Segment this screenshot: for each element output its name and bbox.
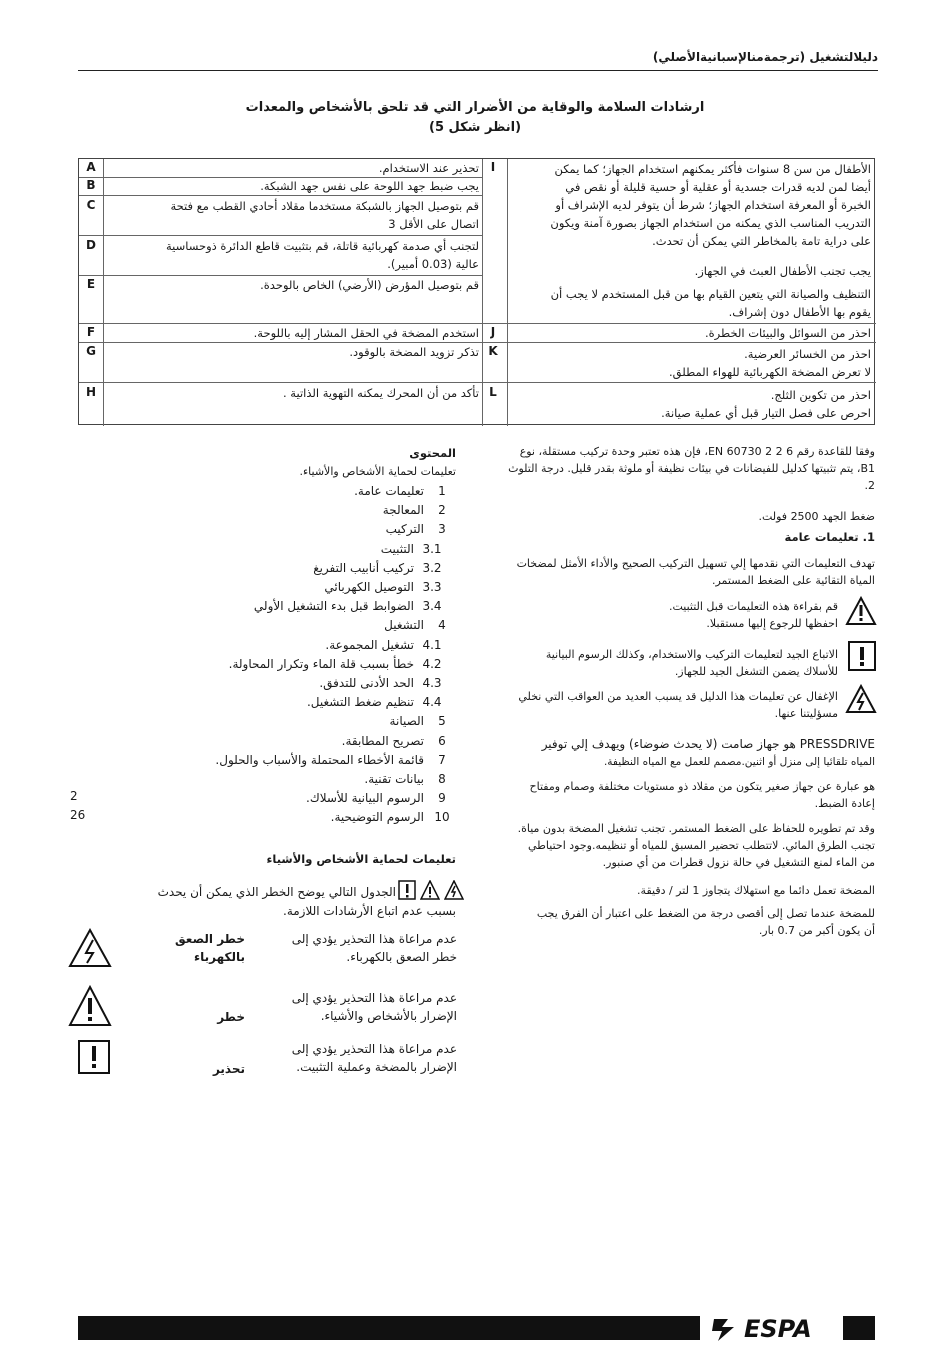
table-hline	[79, 382, 876, 383]
section-title	[80, 98, 870, 138]
row-G-text: تذكر تزويد المضخة بالوقود.	[349, 345, 479, 359]
voltage-note: ضغط الجهد 2500 فولت.	[758, 510, 875, 523]
toc-item-number: 3	[438, 522, 446, 537]
toc-item	[306, 789, 456, 807]
toc-item-label: الرسوم البيانية للأسلاك.	[306, 791, 424, 806]
toc-item-number: 4.4	[422, 695, 442, 710]
toc-item	[215, 751, 456, 769]
tag-H: H	[85, 385, 97, 399]
warning-2-text: الاتباع الجيد لتعليمات التركيب والاستخدام، وكذلك الرسوم البيانية للأسلاك يضمن التشغل الجيد للجهاز.	[545, 648, 838, 678]
toc-item	[331, 808, 456, 826]
tag-F: F	[86, 325, 96, 339]
intro-icon-group	[398, 880, 458, 904]
tag-A: A	[86, 160, 96, 174]
risk-text-warning: عدم مراعاة هذا التحذير يؤدي إلى الإضرار بالمضخة وعملية التثبيت.	[291, 1042, 457, 1074]
toc-item-number: 4.1	[422, 637, 442, 652]
warning-box-icon	[78, 1040, 110, 1074]
toc-item-number: 8	[438, 772, 446, 786]
title-line-1: ارشادات السلامة والوقاية من الأضرار التي قد تلحق بالأشخاص والمعدات	[245, 100, 705, 115]
table-divider	[103, 159, 104, 426]
electric-hazard-icon	[68, 928, 112, 968]
toc-item-label: التوصيل الكهربائي	[324, 580, 414, 594]
risk-text-electric: عدم مراعاة هذا التحذير يؤدي إلى خطر الصعق بالكهرباء.	[291, 932, 457, 964]
toc-item	[354, 482, 456, 500]
toc-item	[384, 616, 456, 634]
toc-item-label: التثبيت	[380, 541, 414, 556]
tag-E: E	[86, 277, 96, 291]
row-L-text: احذر من تكوين الثلج. احرص على فصل التيار قبل أي عملية صيانة.	[661, 388, 871, 420]
children-tamper-note: يجب تجنب الأطفال العبث في الجهاز.	[694, 264, 871, 278]
tag-B: B	[86, 178, 96, 192]
footer-bar	[78, 1316, 700, 1340]
page-header	[0, 50, 950, 72]
toc-item	[364, 770, 456, 788]
row-B-text: يجب ضبط جهد اللوحة على نفس جهد الشبكة.	[260, 179, 479, 193]
toc-item-label: تعليمات عامة.	[354, 484, 424, 498]
warning-box-icon	[848, 641, 876, 671]
toc-intro: تعليمات لحماية الأشخاص والأشياء.	[299, 465, 456, 478]
toc-item-label: بيانات تقنية.	[364, 772, 424, 786]
toc-item	[313, 559, 446, 577]
standard-paragraph: وفقا للقاعدة رقم EN 60730 2 2 6، فإن هذه تعتبر وحدة تركيب مستقلة، نوع B1، يتم تثبيتها كدليل للفيضانات في بيئات نظيفة أو ملوثة بقدر قليل. درجة التلوث 2.	[508, 445, 875, 492]
section-1-title: 1. تعليمات عامة	[784, 530, 875, 544]
protection-title: تعليمات لحماية الأشخاص والأشياء	[266, 852, 456, 866]
row-A-text: تحذير عند الاستخدام.	[378, 161, 479, 175]
toc-item-label: خطأ بسبب قلة الماء وتكرار المحاولة.	[228, 656, 414, 671]
design-paragraph: وقد تم تطويره للحفاظ على الضغط المستمر. تجنب تشغيل المضخة بدون مياة. تجنب الطرق المائي. لاتتطلب تحضير المسبق للمياه أو تنظيمه.وجود احتياطي من الماء لمنع التشغيل في حالة نزول قطرات من أي صنبور.	[517, 822, 875, 869]
toc-item	[325, 636, 446, 654]
risk-text-danger: عدم مراعاة هذا التحذير يؤدي إلى الإضرار بالأشخاص والأشياء.	[291, 991, 457, 1023]
cleaning-note: التنظيف والصيانة التي يتعين القيام بها من قبل المستخدم لا يجب أن يقوم بها الأطفال دون إشراف.	[550, 287, 871, 319]
toc-item-label: تشغيل المجموعة.	[325, 637, 414, 652]
toc-item	[319, 674, 446, 692]
toc-item-number: 5	[438, 714, 446, 729]
toc-item-number: 4.2	[422, 656, 442, 671]
footer-bar-end	[843, 1316, 875, 1340]
toc-item	[342, 732, 456, 750]
warning-3-text: الإغفال عن تعليمات هذا الدليل قد يسبب العديد من العواقب التي نخلي مسؤليتنا عنها.	[518, 690, 838, 720]
toc-item-label: التركيب	[385, 522, 424, 537]
children-safety-paragraph: الأطفال من سن 8 سنوات فأكثر يمكنهم استخدام الجهاز؛ كما يمكن أيضا لمن لديه قدرات جسدية أو عقلية أو حسية قليلة أو نقص في الخبرة أو المعرفة استخدام الجهاز؛ شرط أن يتوفر لديه الإشراف أو التدريب المناسب الذي يمكنه من استخدام الجهاز بصورة آمنة ويكون على دراية تامة بالمخاطر التي يمكن أن تحدث.	[550, 162, 871, 248]
toc-item-label: الرسوم التوضيحية.	[330, 810, 424, 825]
toc-item	[307, 693, 446, 711]
consumption-note: المضخة تعمل دائما مع استهلاك يتجاوز 1 لتر / دقيقة.	[637, 884, 875, 897]
toc-item-label: الحد الأدنى للتدفق.	[319, 676, 414, 690]
toc-item	[229, 655, 446, 673]
toc-item-label: التشغيل	[384, 618, 424, 633]
table-hline	[508, 342, 826, 343]
toc-item-number: 4	[438, 618, 446, 633]
danger-triangle-icon	[420, 880, 440, 900]
toc-item-number: 3.2	[422, 560, 442, 575]
safety-table	[78, 158, 875, 425]
electric-hazard-icon	[845, 684, 877, 714]
toc-item-number: 3.3	[422, 580, 442, 594]
toc-item-label: تركيب أنابيب التفريغ	[313, 560, 414, 575]
logo-text: ESPA	[744, 1315, 812, 1343]
toc-page-10: 26	[70, 808, 86, 822]
warning-1-text: قم بقراءة هذه التعليمات قبل التثبيت. احفظها للرجوع إليها مستقبلا.	[668, 600, 838, 630]
max-pressure-note: للمضخة عندما تصل إلى أقصى درجة من الضغط على اعتبار أن الفرق يجب أن يكون أكبر من 0.7 بار.	[536, 907, 875, 937]
toc-item	[381, 540, 446, 558]
danger-triangle-icon	[68, 985, 112, 1027]
row-H-text: تأكد من أن المحرك يمكنه التهوية الذاتية .	[283, 386, 479, 400]
protection-intro-line2: بسبب عدم اتباع الأرشادات اللازمة.	[283, 904, 456, 918]
row-K-text: احذر من الخسائر العرضية. لا تعرض المضخة الكهربائية للهواء المطلق.	[669, 347, 871, 379]
toc-list	[78, 482, 456, 828]
row-F-text: استخدم المضخة في الحقل المشار إليه باللوحة.	[253, 326, 479, 340]
espa-swirl-icon	[708, 1315, 740, 1343]
tag-K: K	[488, 344, 498, 358]
tag-I: I	[490, 160, 496, 174]
table-hline	[79, 235, 483, 236]
toc-item-label: قائمة الأخطاء المحتملة والأسباب والحلول.	[215, 752, 424, 767]
tag-C: C	[86, 198, 96, 212]
electric-hazard-icon	[444, 880, 464, 900]
toc-item	[386, 520, 456, 538]
section-1-paragraph: تهدف التعليمات التي نقدمها إلي تسهيل التركيب الصحيح والأداء الأمثل لمضخات المياة التقائية على الضغط المستمر.	[516, 557, 875, 587]
toc-item-number: 2	[438, 503, 446, 518]
title-line-2: (انظر شكل 5)	[428, 120, 522, 135]
toc-item-number: 10	[434, 810, 450, 825]
table-hline	[79, 195, 483, 196]
toc-item-label: الضوابط قبل بدء التشغيل الأولي	[253, 599, 414, 614]
toc-item-label: الصيانة	[389, 714, 424, 729]
protection-intro-line1: الجدول التالي يوضح الخطر الذي يمكن أن يحدث	[157, 885, 396, 899]
danger-triangle-icon	[845, 596, 877, 626]
pressdrive-paragraph: PRESSDRIVE هو جهاز صامت (لا يحدث ضوضاء) ويهدف إلي توفير المياه تلقائيا إلى منزل أو اثنين.مصمم للعمل مع المياه النظيفة.	[541, 737, 875, 768]
espa-logo	[708, 1314, 834, 1344]
risk-label-electric: خطر الصعق بالكهرباء	[174, 932, 245, 964]
header-rule	[78, 70, 878, 71]
toc-item-number: 7	[438, 752, 446, 767]
toc-item-number: 3.1	[422, 541, 442, 556]
row-E-text: قم بتوصيل المؤرض (الأرضي) الخاص بالوحدة.	[260, 278, 479, 292]
toc-item	[324, 578, 446, 596]
row-C-text: قم بتوصيل الجهاز بالشبكة مستخدما مقلاد أحادي القطب مع فتحة اتصال على الأقل 3	[170, 199, 479, 231]
toc-item	[383, 501, 456, 519]
risk-label-warning: تحذير	[212, 1062, 245, 1076]
tag-J: J	[490, 325, 496, 339]
toc-item-number: 6	[438, 733, 446, 748]
tag-L: L	[489, 385, 497, 399]
toc-item-number: 1	[438, 484, 446, 498]
tag-G: G	[86, 344, 96, 358]
toc-item	[390, 712, 456, 730]
toc-item-number: 3.4	[422, 599, 442, 614]
tag-D: D	[86, 238, 96, 252]
manual-title: دليلالتشغيل (ترجمةمنالإسبانيةالأصلي)	[652, 50, 878, 64]
toc-item-number: 4.3	[422, 676, 442, 690]
toc-item-number: 9	[438, 791, 446, 806]
row-J-text: احذر من السوائل والبيئات الخطرة.	[704, 326, 871, 340]
device-paragraph: هو عبارة عن جهاز صغير يتكون من مقلاد ذو مستويات مختلفة وصمام ومفتاح إعادة الضبط.	[529, 780, 875, 810]
toc-item-label: تصريح المطابقة.	[341, 733, 424, 748]
toc-page-9: 2	[70, 789, 78, 803]
toc-item-label: المعالجة	[382, 503, 424, 518]
risk-label-danger: خطر	[217, 1010, 245, 1024]
warning-box-icon	[398, 880, 416, 900]
toc-item	[254, 597, 446, 615]
toc-title: المحتوى	[409, 446, 456, 460]
table-divider	[507, 159, 508, 426]
row-D-text: لتجنب أي صدمة كهربائية قاتلة، قم بتثبيت قاطع الدائرة ذوحساسية عالية (0.03 أمبير).	[165, 239, 479, 271]
toc-item-label: تنظيم ضغط التشغيل.	[306, 695, 414, 710]
